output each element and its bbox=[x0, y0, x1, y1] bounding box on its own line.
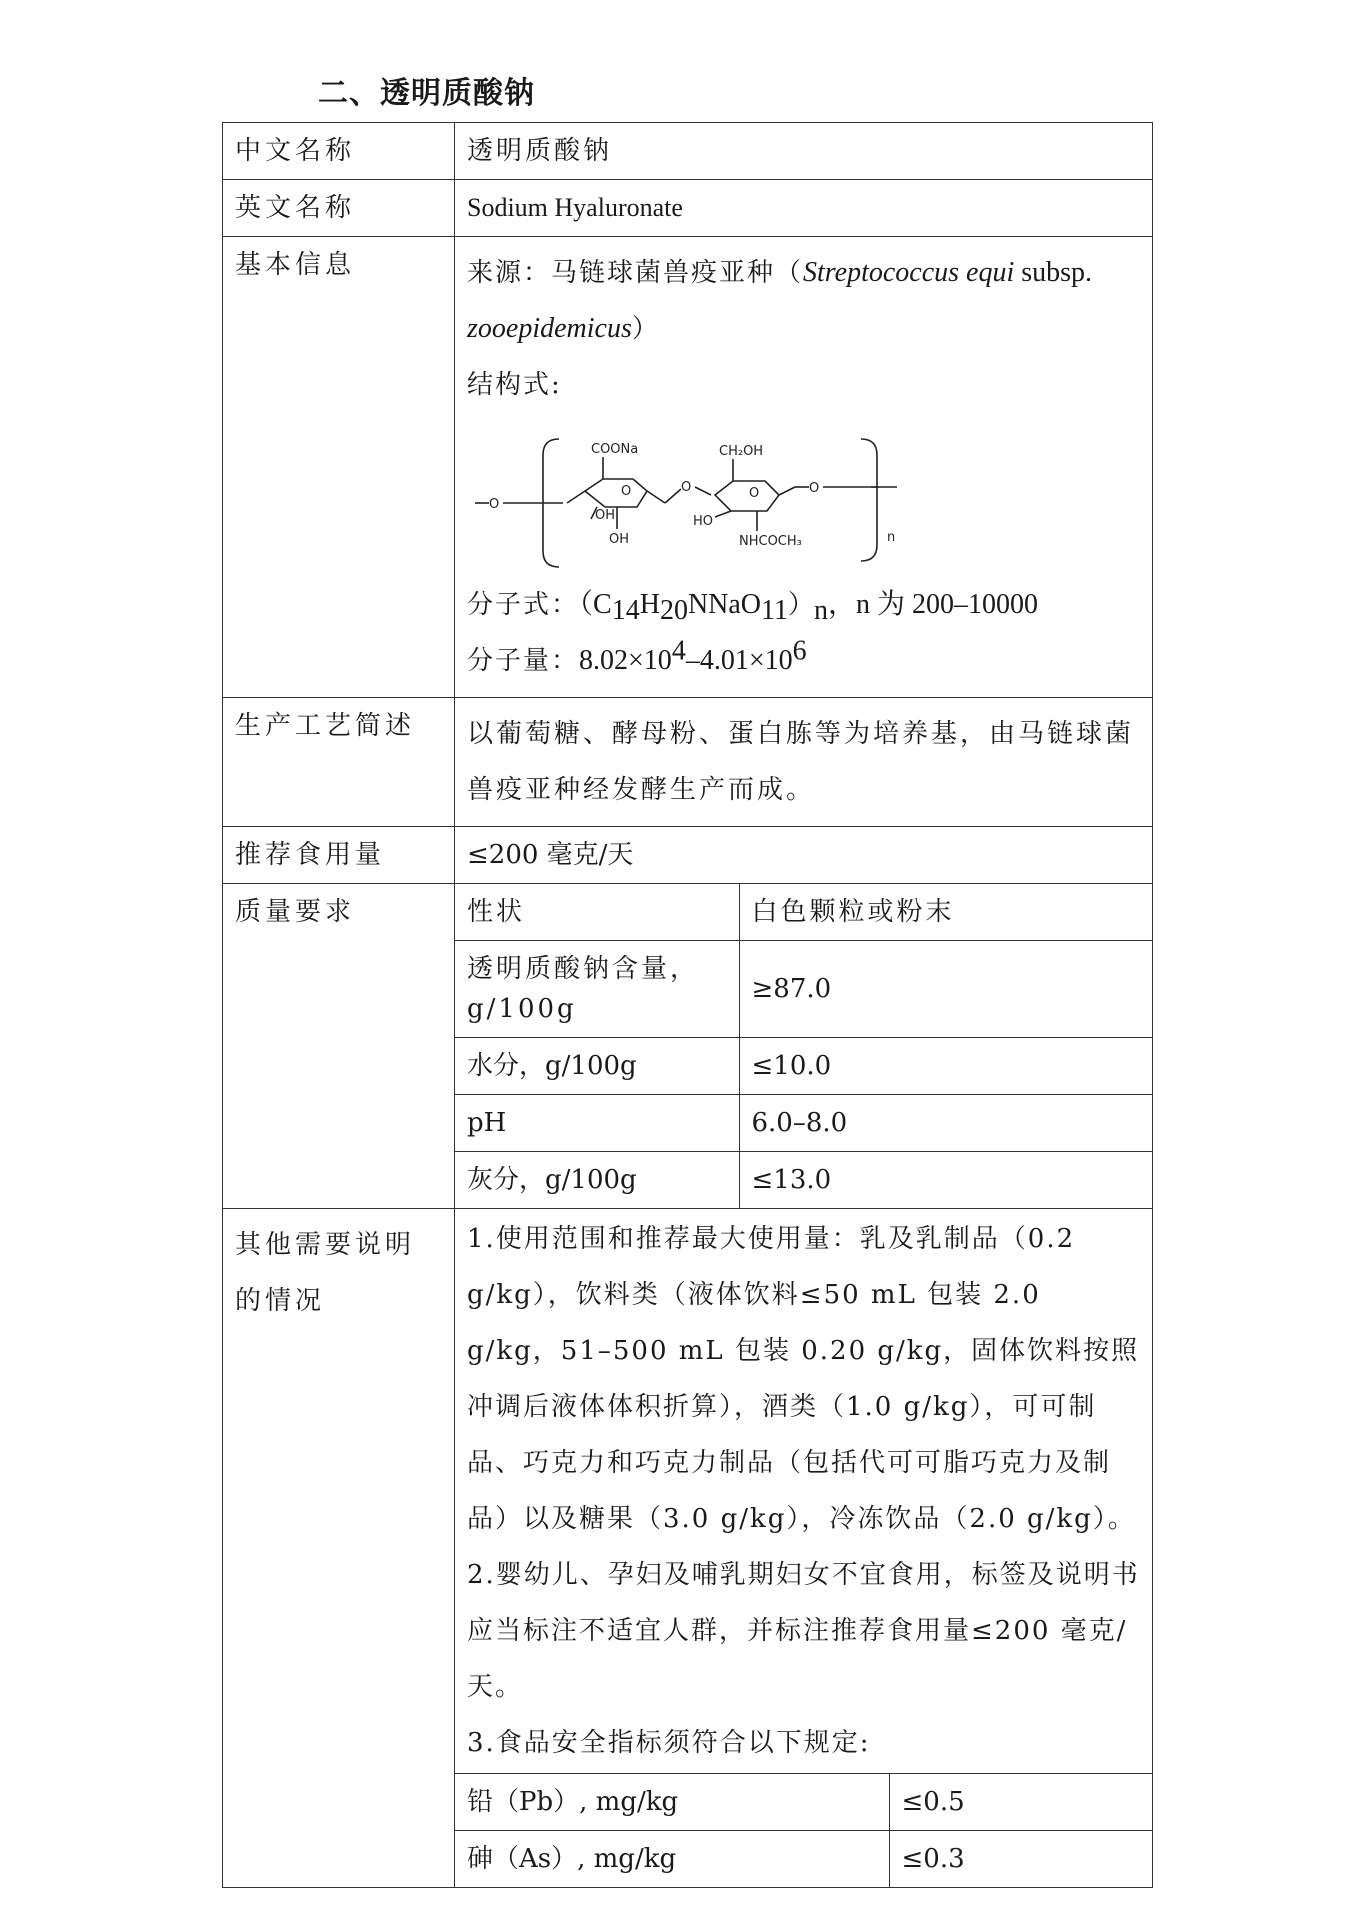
struct-ho: HO bbox=[693, 514, 714, 529]
process-label: 生产工艺简述 bbox=[223, 698, 455, 827]
formula-subn: n bbox=[814, 595, 829, 627]
quality-item-name: 水分，g/100g bbox=[455, 1038, 739, 1095]
quality-row bbox=[455, 1152, 1152, 1209]
mw-line bbox=[467, 633, 1142, 689]
basic-info-value bbox=[455, 237, 1153, 698]
formula-close: ） bbox=[788, 590, 815, 620]
formula-c: 14 bbox=[611, 595, 640, 627]
intake-value: ≤200 毫克/天 bbox=[455, 827, 1153, 884]
struct-nhcoch3: NHCOCH₃ bbox=[739, 534, 802, 549]
quality-subtable bbox=[455, 884, 1152, 1208]
quality-item-value: ≤13.0 bbox=[739, 1152, 1152, 1209]
row-cn-name bbox=[223, 123, 1153, 180]
formula-n: NNaO bbox=[687, 589, 762, 620]
page-heading: 二、透明质酸钠 bbox=[318, 76, 535, 111]
structure-formula-diagram bbox=[467, 421, 907, 571]
quality-row bbox=[455, 941, 1152, 1038]
row-en-name bbox=[223, 180, 1153, 237]
struct-ch2oh: CH₂OH bbox=[719, 444, 764, 459]
quality-item-value: 白色颗粒或粉末 bbox=[739, 884, 1152, 941]
formula-h: 20 bbox=[659, 595, 688, 627]
en-name-value: Sodium Hyaluronate bbox=[455, 180, 1153, 237]
quality-item-value: ≥87.0 bbox=[739, 941, 1152, 1038]
formula-label: 分子式： bbox=[467, 590, 580, 620]
struct-o-link: O bbox=[681, 480, 692, 495]
formula-open: （C bbox=[579, 589, 612, 620]
source-line bbox=[467, 245, 1142, 301]
safety-item-name: 铅（Pb）, mg/kg bbox=[455, 1774, 889, 1831]
source-species: Streptococcus equi bbox=[803, 257, 1015, 288]
cn-name-label: 中文名称 bbox=[223, 123, 455, 180]
safety-row bbox=[455, 1831, 1152, 1888]
note-1: 1.使用范围和推荐最大使用量：乳及乳制品（0.2 g/kg），饮料类（液体饮料≤50 mL 包装 2.0 g/kg，51–500 mL 包装 0.20 g/kg，固体饮料按照冲调后液体体积折算），酒类（1.0 g/kg），可可制品、巧克力和巧克力制品（包括代可可脂巧克力及制品）以及糖果（3.0 g/kg），冷冻饮品（2.0 g/kg）。 bbox=[467, 1224, 1140, 1534]
intake-label: 推荐食用量 bbox=[223, 827, 455, 884]
row-other bbox=[223, 1209, 1153, 1888]
quality-row bbox=[455, 884, 1152, 941]
safety-item-value: ≤0.3 bbox=[889, 1831, 1152, 1888]
source-suffix: ） bbox=[631, 314, 658, 344]
safety-subtable bbox=[455, 1773, 1152, 1887]
safety-item-name: 砷（As）, mg/kg bbox=[455, 1831, 889, 1888]
quality-item-name: pH bbox=[455, 1095, 739, 1152]
formula-line bbox=[467, 577, 1142, 633]
other-label: 其他需要说明的情况 bbox=[223, 1209, 455, 1888]
quality-row bbox=[455, 1038, 1152, 1095]
row-intake bbox=[223, 827, 1153, 884]
structure-label: 结构式: bbox=[467, 370, 562, 400]
safety-item-value: ≤0.5 bbox=[889, 1774, 1152, 1831]
mw-high: –4.01×10 bbox=[685, 645, 793, 676]
struct-o-end: O bbox=[809, 481, 820, 496]
quality-item-name: 透明质酸钠含量，g/100g bbox=[455, 941, 739, 1038]
struct-oh-2: OH bbox=[609, 532, 630, 547]
struct-ring2-o: O bbox=[749, 486, 760, 501]
source-subspecies: zooepidemicus bbox=[467, 313, 632, 344]
other-value bbox=[455, 1209, 1153, 1888]
struct-ring1-o: O bbox=[621, 484, 632, 499]
source-line-2 bbox=[467, 301, 1142, 357]
formula-range: ，n 为 200–10000 bbox=[828, 589, 1039, 620]
row-basic-info bbox=[223, 237, 1153, 698]
note-3: 3.食品安全指标须符合以下规定: bbox=[467, 1728, 871, 1758]
struct-n: n bbox=[887, 530, 896, 545]
struct-coona: COONa bbox=[591, 442, 639, 457]
row-process bbox=[223, 698, 1153, 827]
quality-item-value: 6.0–8.0 bbox=[739, 1095, 1152, 1152]
mw-low: 8.02×10 bbox=[579, 645, 672, 676]
mw-label: 分子量： bbox=[467, 646, 580, 676]
safety-row bbox=[455, 1774, 1152, 1831]
quality-label: 质量要求 bbox=[223, 884, 455, 1209]
quality-row bbox=[455, 1095, 1152, 1152]
source-subsp: subsp. bbox=[1014, 257, 1093, 288]
basic-info-label: 基本信息 bbox=[223, 237, 455, 698]
spec-table bbox=[222, 122, 1153, 1888]
mw-high-exp: 6 bbox=[792, 635, 807, 667]
source-prefix: 来源：马链球菌兽疫亚种（ bbox=[467, 258, 804, 288]
mw-low-exp: 4 bbox=[671, 635, 686, 667]
row-quality bbox=[223, 884, 1153, 1209]
note-2: 2.婴幼儿、孕妇及哺乳期妇女不宜食用，标签及说明书应当标注不适宜人群，并标注推荐食用量≤200 毫克/天。 bbox=[467, 1560, 1140, 1702]
quality-subtable-cell bbox=[455, 884, 1153, 1209]
formula-h-letter: H bbox=[639, 589, 660, 620]
quality-item-value: ≤10.0 bbox=[739, 1038, 1152, 1095]
quality-item-name: 性状 bbox=[455, 884, 739, 941]
en-name-label: 英文名称 bbox=[223, 180, 455, 237]
cn-name-value: 透明质酸钠 bbox=[455, 123, 1153, 180]
process-value: 以葡萄糖、酵母粉、蛋白胨等为培养基，由马链球菌兽疫亚种经发酵生产而成。 bbox=[455, 698, 1153, 827]
struct-oh-1: OH bbox=[595, 508, 616, 523]
quality-item-name: 灰分，g/100g bbox=[455, 1152, 739, 1209]
formula-o: 11 bbox=[761, 595, 788, 627]
struct-o-chain: O bbox=[489, 497, 500, 512]
